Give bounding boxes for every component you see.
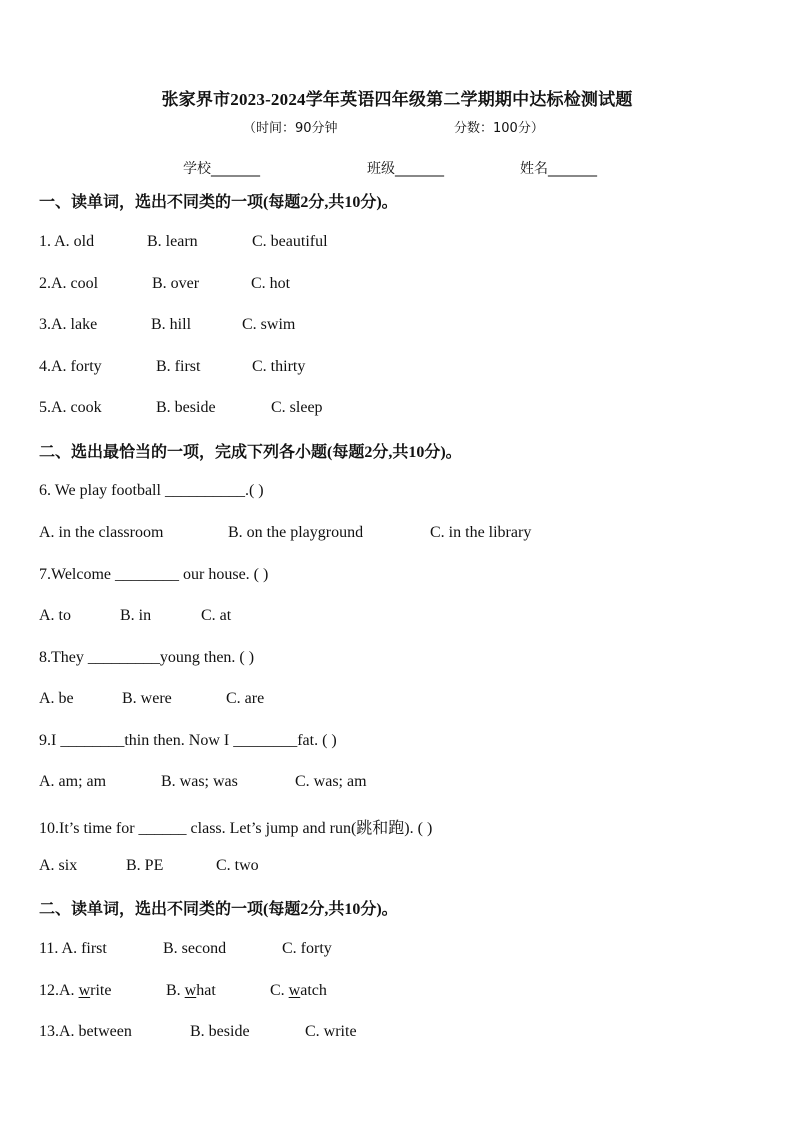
question-5-b: B. beside <box>156 399 216 416</box>
question-11-b: B. second <box>163 940 227 957</box>
underlined-letter: w <box>78 982 91 999</box>
question-12-a <box>39 982 111 1000</box>
question-13-b: B. beside <box>190 1023 250 1040</box>
option-prefix: C. <box>270 982 289 999</box>
name-field: 姓名_______ <box>520 161 597 177</box>
question-2-b: B. over <box>152 275 200 292</box>
word-rest: atch <box>300 982 327 999</box>
option-prefix: B. <box>166 982 185 999</box>
question-9-c: C. was; am <box>295 773 367 790</box>
question-8-c: C. are <box>226 690 265 707</box>
question-12-c <box>270 982 327 1000</box>
question-1-c: C. beautiful <box>252 233 328 250</box>
question-6-c: C. in the library <box>430 524 532 541</box>
question-6-b: B. on the playground <box>228 524 364 541</box>
time-info: （时间：90分钟 <box>243 121 338 136</box>
school-field: 学校_______ <box>183 161 260 177</box>
question-9-stem: 9.I ________thin then. Now I ________fat. ( ) <box>39 732 337 749</box>
question-3-a: 3.A. lake <box>39 316 98 333</box>
question-7-c: C. at <box>201 607 232 624</box>
section-heading-1: 一、读单词，选出不同类的一项(每题2分,共10分)。 <box>39 194 398 211</box>
score-info: 分数：100分） <box>454 121 544 136</box>
question-4-c: C. thirty <box>252 358 306 375</box>
question-13-a: 13.A. between <box>39 1023 132 1040</box>
underlined-letter: w <box>288 982 301 999</box>
word-rest: rite <box>90 982 112 999</box>
question-6-stem: 6. We play football __________.( ) <box>39 482 264 499</box>
question-11-a: 11. A. first <box>39 940 107 957</box>
question-2-c: C. hot <box>251 275 291 292</box>
section-heading-2: 二、选出最恰当的一项，完成下列各小题(每题2分,共10分)。 <box>39 444 462 461</box>
question-13-c: C. write <box>305 1023 357 1040</box>
question-11-c: C. forty <box>282 940 332 957</box>
page-title: 张家界市2023-2024学年英语四年级第二学期期中达标检测试题 <box>161 90 633 109</box>
question-12-b <box>166 982 216 1000</box>
underlined-letter: w <box>184 982 197 999</box>
question-12-number: 12.A. <box>39 982 79 999</box>
question-2-a: 2.A. cool <box>39 275 99 292</box>
question-7-b: B. in <box>120 607 152 624</box>
question-4-a: 4.A. forty <box>39 358 102 375</box>
question-8-a: A. be <box>39 690 74 707</box>
question-10-stem: 10.It’s time for ______ class. Let’s jump and run(跳和跑). ( ) <box>39 820 433 837</box>
word-rest: hat <box>196 982 216 999</box>
question-5-a: 5.A. cook <box>39 399 102 416</box>
question-7-a: A. to <box>39 607 71 624</box>
question-7-stem: 7.Welcome ________ our house. ( ) <box>39 566 269 583</box>
question-1-b: B. learn <box>147 233 198 250</box>
question-10-b: B. PE <box>126 857 164 874</box>
question-4-b: B. first <box>156 358 201 375</box>
question-9-b: B. was; was <box>161 773 238 790</box>
question-10-c: C. two <box>216 857 259 874</box>
question-10-a: A. six <box>39 857 78 874</box>
section-heading-3: 二、读单词，选出不同类的一项(每题2分,共10分)。 <box>39 901 398 918</box>
class-field: 班级_______ <box>367 161 444 177</box>
question-5-c: C. sleep <box>271 399 323 416</box>
question-1-a: 1. A. old <box>39 233 95 250</box>
question-8-b: B. were <box>122 690 172 707</box>
question-3-c: C. swim <box>242 316 296 333</box>
question-3-b: B. hill <box>151 316 192 333</box>
question-9-a: A. am; am <box>39 773 107 790</box>
question-8-stem: 8.They _________young then. ( ) <box>39 649 255 666</box>
question-6-a: A. in the classroom <box>39 524 164 541</box>
